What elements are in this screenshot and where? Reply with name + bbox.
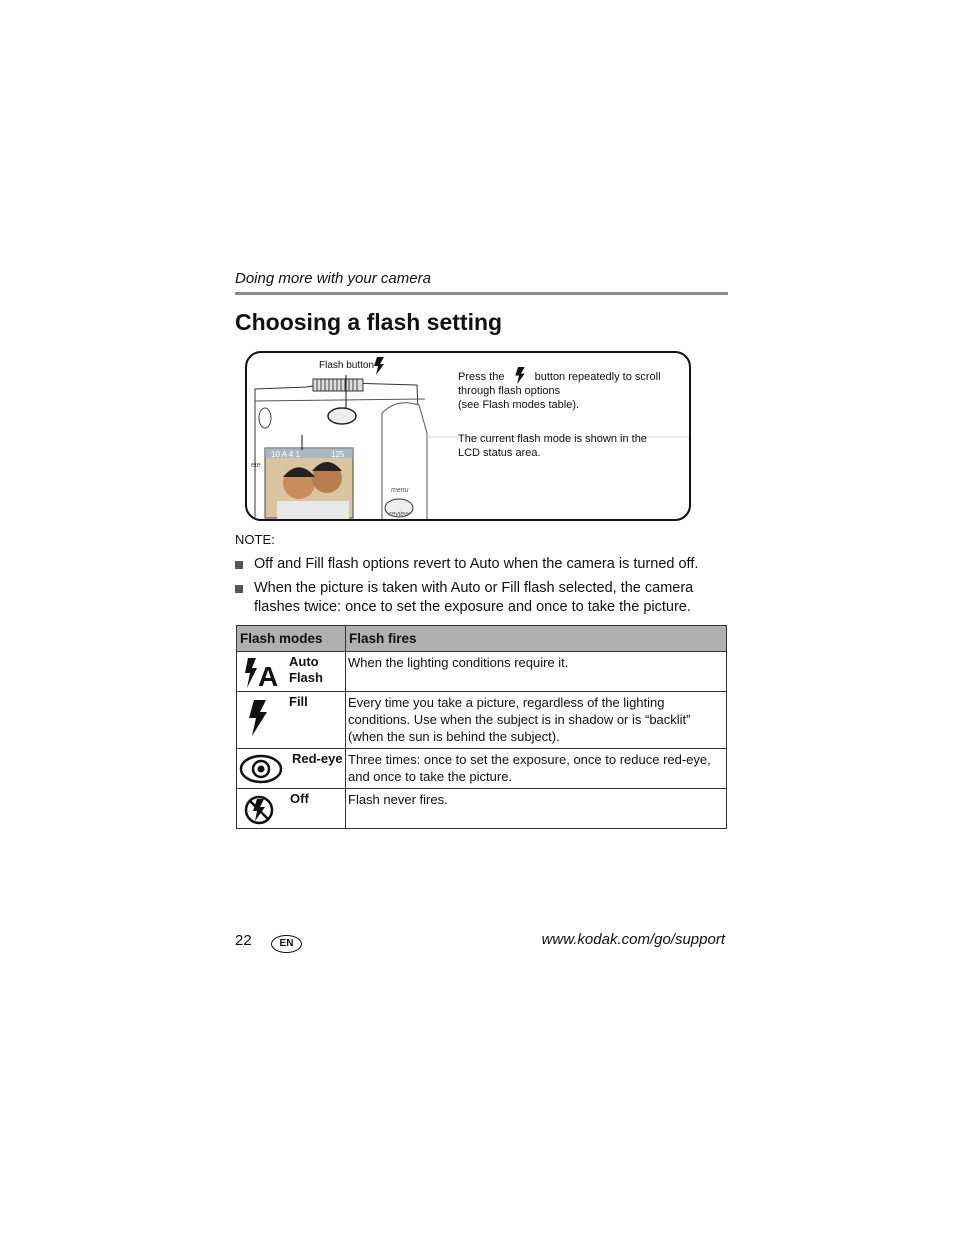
bullet-square-icon xyxy=(235,585,243,593)
svg-text:A: A xyxy=(258,661,279,688)
language-badge: EN xyxy=(271,935,302,953)
caption-flash-scroll: Press the button repeatedly to scroll through flash options (see Flash modes table). xyxy=(458,367,661,412)
delete-label: ete xyxy=(251,462,261,469)
mode-cell xyxy=(237,652,346,692)
header-rule xyxy=(235,292,728,295)
lcd-count: 125 xyxy=(331,450,345,459)
flash-off-icon xyxy=(243,794,275,826)
mode-label: Auto Flash xyxy=(289,654,323,685)
page-title: Choosing a flash setting xyxy=(235,309,503,335)
mode-description: Flash never fires. xyxy=(346,789,727,829)
note-bullet: When the picture is taken with Auto or Fill flash selected, the camera flashes twice: once to set the exposure and once to take the picture. xyxy=(235,579,725,619)
mode-description: Three times: once to set the exposure, once to reduce red-eye, and once to take the picture. xyxy=(346,749,727,789)
camera-illustration xyxy=(245,351,691,521)
review-label: review xyxy=(389,511,410,518)
flash-button-label: Flash button xyxy=(319,360,375,371)
mode-cell xyxy=(237,749,346,789)
mode-label: Red-eye xyxy=(292,751,343,766)
column-header: Flash modes xyxy=(237,626,346,652)
flash-modes-table xyxy=(236,625,727,829)
caption-lcd-status: The current flash mode is shown in the LCD status area. xyxy=(458,433,647,459)
table-header-row xyxy=(237,626,727,652)
table-row xyxy=(237,692,727,749)
auto-flash-icon xyxy=(243,658,281,688)
mode-description: When the lighting conditions require it. xyxy=(346,652,727,692)
note-bullet: Off and Fill flash options revert to Auto when the camera is turned off. xyxy=(235,555,725,575)
mode-label: Off xyxy=(290,791,309,806)
menu-label: menu xyxy=(391,487,409,494)
column-header: Flash fires xyxy=(346,626,727,652)
note-label: NOTE: xyxy=(235,532,275,547)
mode-cell xyxy=(237,789,346,829)
table-row xyxy=(237,789,727,829)
flash-bolt-icon xyxy=(373,357,385,375)
red-eye-icon xyxy=(239,754,283,784)
mode-cell xyxy=(237,692,346,749)
fill-flash-icon xyxy=(247,700,269,736)
table-row xyxy=(237,652,727,692)
mode-description: Every time you take a picture, regardless of the lighting conditions. Use when the subject is in shadow or is “backlit” (when the sun is behind the subject). xyxy=(346,692,727,749)
section-header: Doing more with your camera xyxy=(235,270,431,287)
flash-bolt-icon xyxy=(514,367,526,384)
support-url[interactable]: www.kodak.com/go/support xyxy=(541,931,725,948)
page-number: 22 xyxy=(235,932,252,949)
mode-label: Fill xyxy=(289,694,308,709)
table-row xyxy=(237,749,727,789)
lcd-status-area: 10 A 4 1 xyxy=(271,450,300,459)
bullet-square-icon xyxy=(235,561,243,569)
